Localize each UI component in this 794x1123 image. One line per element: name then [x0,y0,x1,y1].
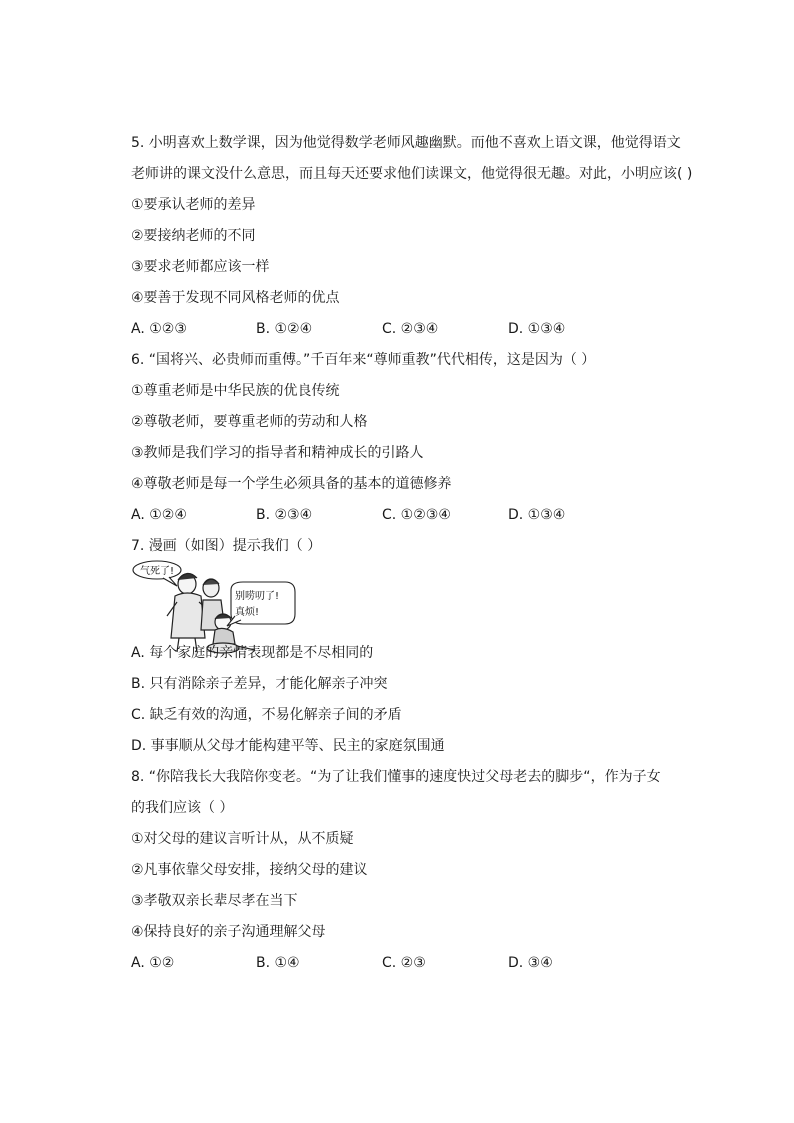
q5-option-a[interactable]: A. ①②③ [131,321,187,337]
q5-statement-2: ②要接纳老师的不同 [131,228,256,244]
comic-bubble-left-text: 气死了! [139,566,175,577]
q7-choice-b[interactable]: B. 只有消除亲子差异，才能化解亲子冲突 [131,676,388,692]
q7-choice-c[interactable]: C. 缺乏有效的沟通，不易化解亲子间的矛盾 [131,707,402,723]
q8-statement-2: ②凡事依靠父母安排，接纳父母的建议 [131,862,368,878]
q5-stem-line-2: 老师讲的课文没什么意思，而且每天还要求他们读课文，他觉得很无趣。对此，小明应该( ) [131,166,693,182]
q6-option-c[interactable]: C. ①②③④ [382,507,451,523]
q8-stem-line-2: 的我们应该（ ） [131,800,234,816]
q8-stem-line-1: 8. “你陪我长大我陪你变老。“为了让我们懂事的速度快过父母老去的脚步“，作为子女 [131,769,661,785]
q6-statement-4: ④尊敬老师是每一个学生必须具备的基本的道德修养 [131,476,452,492]
q6-options [131,505,651,525]
q6-stem: 6. “国将兴、必贵师而重傅。”千百年来“尊师重教”代代相传，这是因为（ ） [131,352,596,368]
q6-option-d[interactable]: D. ①③④ [508,507,566,523]
q5-options [131,319,651,339]
q5-statement-4: ④要善于发现不同风格老师的优点 [131,290,340,306]
q5-statement-3: ③要求老师都应该一样 [131,259,270,275]
comic-speech-bubble-left [133,561,181,586]
q5-option-c[interactable]: C. ②③④ [382,321,439,337]
comic-bubble-right-line2: 真烦! [235,607,260,618]
q5-stem-line-1: 5. 小明喜欢上数学课，因为他觉得数学老师风趣幽默。而他不喜欢上语文课，他觉得语文 [131,135,681,151]
q5-option-d[interactable]: D. ①③④ [508,321,566,337]
q8-statement-4: ④保持良好的亲子沟通理解父母 [131,924,326,940]
q5-statement-1: ①要承认老师的差异 [131,197,256,213]
q8-option-b[interactable]: B. ①④ [256,955,300,971]
q6-option-a[interactable]: A. ①②④ [131,507,187,523]
q7-choice-a[interactable]: A. 每个家庭的亲情表现都是不尽相同的 [131,645,374,661]
q8-option-c[interactable]: C. ②③ [382,955,426,971]
q6-statement-2: ②尊敬老师，要尊重老师的劳动和人格 [131,414,368,430]
q8-option-d[interactable]: D. ③④ [508,955,553,971]
q6-statement-1: ①尊重老师是中华民族的优良传统 [131,383,340,399]
q8-options [131,953,651,973]
q6-statement-3: ③教师是我们学习的指导者和精神成长的引路人 [131,445,424,461]
q7-stem: 7. 漫画（如图）提示我们（ ） [131,538,322,554]
q8-option-a[interactable]: A. ①② [131,955,175,971]
q7-choice-d[interactable]: D. 事事顺从父母才能构建平等、民主的家庭氛围通 [131,738,445,754]
comic-bubble-right-line1: 别唠叨了! [235,591,280,602]
q5-option-b[interactable]: B. ①②④ [256,321,313,337]
q8-statement-1: ①对父母的建议言听计从，从不质疑 [131,831,354,847]
q6-option-b[interactable]: B. ②③④ [256,507,313,523]
comic-speech-bubble-right [227,582,295,626]
q8-statement-3: ③孝敬双亲长辈尽孝在当下 [131,893,298,909]
